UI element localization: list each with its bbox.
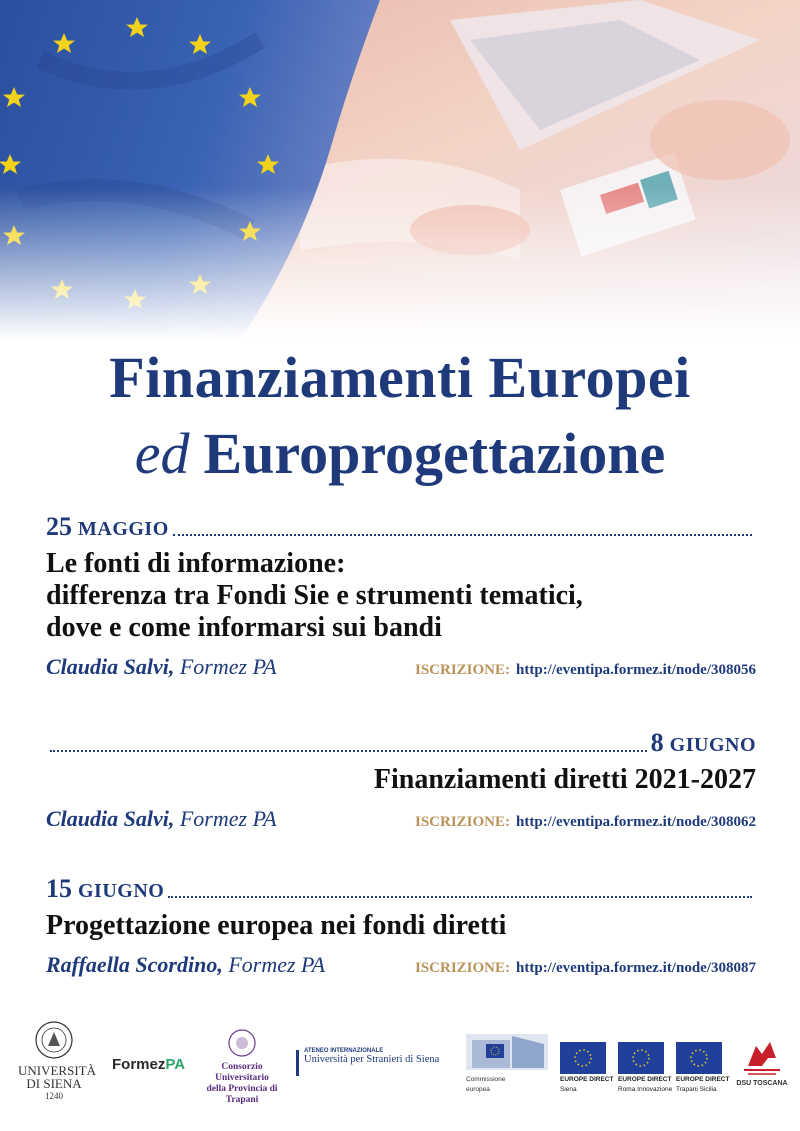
event-1-title-line: Le fonti di informazione: — [46, 548, 346, 579]
speaker-org: Formez PA — [228, 952, 326, 977]
commissione-line2: europea — [466, 1086, 490, 1093]
logo-europe-direct-trapani — [676, 1042, 732, 1094]
title-italic-ed: ed — [134, 421, 190, 486]
registration-label: ISCRIZIONE: — [414, 662, 511, 678]
event-2-title-line: Finanziamenti diretti 2021-2027 — [373, 764, 756, 795]
event-2-title — [46, 764, 756, 796]
formez-text: Formez — [112, 1056, 166, 1073]
main-title-line2 — [0, 420, 800, 487]
formez-pa: PA — [165, 1056, 186, 1073]
eu-flag-icon — [618, 1042, 664, 1074]
event-1-day: 25 — [46, 512, 72, 541]
consorzio-line2: della Provincia di Trapani — [206, 1084, 278, 1105]
event-2-month: GIUGNO — [669, 734, 756, 756]
dsu-pegasus-icon — [740, 1036, 784, 1076]
registration-label: ISCRIZIONE: — [414, 814, 511, 830]
speaker-name: Claudia Salvi, — [46, 806, 175, 831]
title-europrogettazione: Europrogettazione — [203, 421, 666, 486]
event-1-title-line: differenza tra Fondi Sie e strumenti tematici, — [46, 580, 583, 611]
eu-stars-icon — [627, 1047, 655, 1069]
event-3-date-row — [46, 874, 756, 904]
dotted-rule — [173, 533, 752, 536]
speaker-name: Raffaella Scordino, — [46, 952, 223, 977]
event-3-title-line: Progettazione europea nei fondi diretti — [46, 910, 507, 941]
eu-stars-icon — [569, 1047, 597, 1069]
eu-stars-icon — [685, 1047, 713, 1069]
unisi-city: DI SIENA — [26, 1076, 82, 1091]
logo-dsu — [734, 1036, 790, 1087]
unisi-year: 1240 — [45, 1091, 63, 1101]
event-1-date — [46, 512, 169, 542]
main-title-line1: Finanziamenti Europei — [109, 345, 691, 410]
event-2-registration — [415, 814, 756, 831]
logo-europe-direct-roma — [618, 1042, 674, 1094]
dotted-rule — [50, 749, 647, 752]
event-3-registration — [415, 960, 756, 977]
europe-direct-sub: Trapani Sicilia — [676, 1086, 717, 1093]
unisi-seal-icon — [18, 1020, 90, 1060]
event-2-byline — [46, 806, 756, 832]
europe-direct-sub: Siena — [560, 1086, 577, 1093]
event-3-byline — [46, 952, 756, 978]
event-2 — [46, 728, 756, 832]
event-3-day: 15 — [46, 874, 72, 903]
logo-formez — [112, 1056, 185, 1073]
registration-link[interactable]: http://eventipa.formez.it/node/308087 — [516, 960, 756, 976]
event-1-date-row — [46, 512, 756, 542]
partner-logos — [0, 1018, 800, 1118]
dotted-rule — [168, 895, 752, 898]
consorzio-seal-icon — [227, 1028, 257, 1058]
event-3-title — [46, 910, 756, 942]
event-3-date — [46, 874, 164, 904]
event-1-speaker — [46, 654, 277, 680]
event-1-byline — [46, 654, 756, 680]
event-2-day: 8 — [650, 728, 664, 757]
dsu-label: DSU TOSCANA — [736, 1080, 788, 1087]
commissione-line1: Commissione — [466, 1076, 506, 1083]
event-2-speaker — [46, 806, 277, 832]
event-2-date — [651, 728, 756, 758]
commissione-building-icon — [466, 1034, 548, 1070]
stranieri-name: Università per Stranieri di Siena — [304, 1054, 440, 1065]
logo-commissione — [466, 1034, 548, 1094]
event-3 — [46, 874, 756, 978]
consorzio-line1: Consorzio Universitario — [215, 1062, 269, 1083]
event-1-month: MAGGIO — [78, 518, 169, 540]
logo-unisi — [18, 1020, 96, 1103]
speaker-name: Claudia Salvi, — [46, 654, 175, 679]
eu-flag-icon — [560, 1042, 606, 1074]
logo-consorzio — [196, 1028, 288, 1106]
europe-direct-label: EUROPE DIRECT — [676, 1076, 730, 1083]
stranieri-small: ATENEO INTERNAZIONALE — [304, 1048, 384, 1054]
event-1-title — [46, 548, 756, 644]
europe-direct-label: EUROPE DIRECT — [560, 1076, 614, 1083]
registration-label: ISCRIZIONE: — [414, 960, 511, 976]
event-1-title-line: dove e come informarsi sui bandi — [46, 612, 442, 643]
hero-image — [0, 0, 800, 340]
registration-link[interactable]: http://eventipa.formez.it/node/308062 — [516, 814, 756, 830]
logo-stranieri — [296, 1048, 462, 1065]
eu-flag-icon — [676, 1042, 722, 1074]
europe-direct-label: EUROPE DIRECT — [618, 1076, 672, 1083]
stranieri-bar — [296, 1050, 299, 1076]
logo-europe-direct-siena — [560, 1042, 616, 1094]
speaker-org: Formez PA — [179, 654, 277, 679]
registration-link[interactable]: http://eventipa.formez.it/node/308056 — [516, 662, 756, 678]
unisi-name: UNIVERSITÀ — [18, 1063, 96, 1078]
event-3-speaker — [46, 952, 325, 978]
speaker-org: Formez PA — [179, 806, 277, 831]
event-1-registration — [415, 662, 756, 679]
event-1 — [46, 512, 756, 680]
europe-direct-sub: Roma Innovazione — [618, 1086, 673, 1093]
event-2-date-row — [46, 728, 756, 758]
hero-illustration — [0, 0, 800, 340]
event-3-month: GIUGNO — [78, 880, 165, 902]
